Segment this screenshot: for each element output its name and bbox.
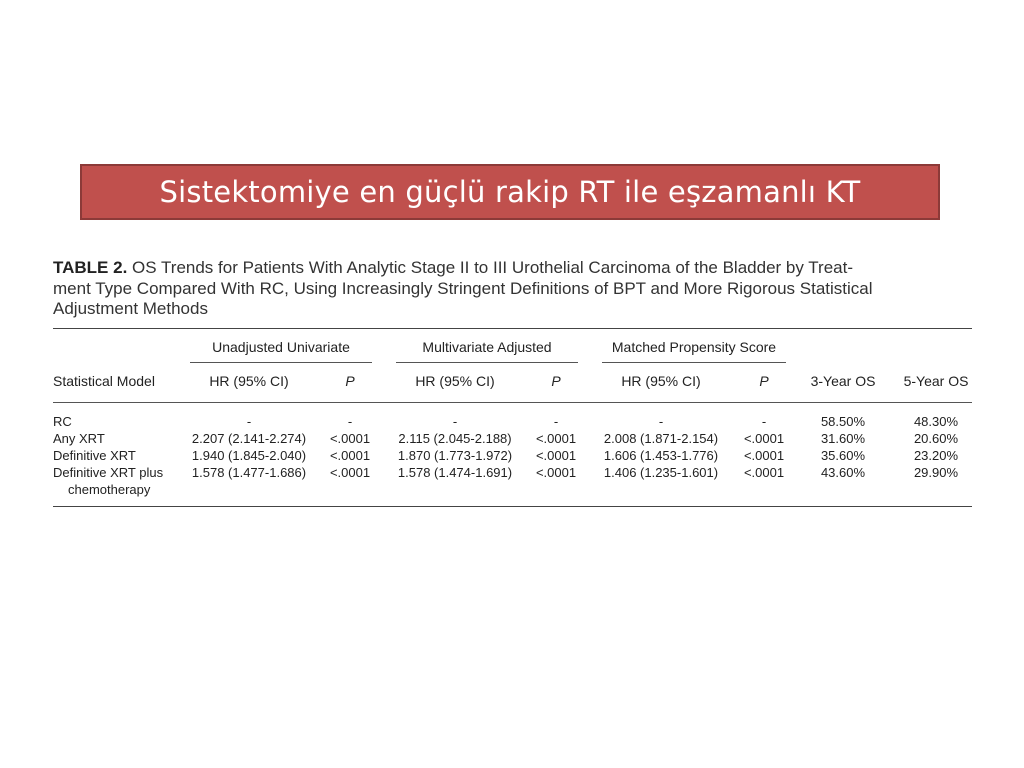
row-model-chemotherapy: chemotherapy xyxy=(68,482,151,497)
table-cell: 31.60% xyxy=(820,431,866,446)
table-cell: <.0001 xyxy=(535,431,577,446)
col-header-statistical-model: Statistical Model xyxy=(53,373,155,389)
table-cell: - xyxy=(553,414,559,429)
table-cell: - xyxy=(658,414,664,429)
row-model-rc: RC xyxy=(53,414,72,429)
row-model-definitive-xrt-plus: Definitive XRT plus xyxy=(53,465,164,480)
table-cell: - xyxy=(347,414,353,429)
table-cell: 35.60% xyxy=(820,448,866,463)
row-model-any-xrt: Any XRT xyxy=(53,431,105,446)
table-cell: 2.008 (1.871-2.154) xyxy=(603,431,719,446)
table-cell: 58.50% xyxy=(820,414,866,429)
table-cell: 48.30% xyxy=(913,414,959,429)
table-bottom-rule xyxy=(53,506,972,507)
table-cell: 1.606 (1.453-1.776) xyxy=(603,448,719,463)
slide-title: Sistektomiye en güçlü rakip RT ile eşzamanlı KT xyxy=(159,175,861,209)
table-cell: 20.60% xyxy=(913,431,959,446)
table-cell: - xyxy=(761,414,767,429)
table-top-rule xyxy=(53,328,972,329)
col-header-hr-univariate: HR (95% CI) xyxy=(209,373,289,389)
header-bottom-rule xyxy=(53,402,972,403)
table-cell: 23.20% xyxy=(913,448,959,463)
col-header-p-multivariate: P xyxy=(551,373,561,389)
slide-title-banner xyxy=(80,164,940,220)
group-underline-univariate xyxy=(190,362,372,363)
table-cell: <.0001 xyxy=(329,431,371,446)
table-cell: 29.90% xyxy=(913,465,959,480)
table-cell: 1.406 (1.235-1.601) xyxy=(603,465,719,480)
col-header-p-univariate: P xyxy=(345,373,355,389)
group-header-propensity: Matched Propensity Score xyxy=(611,339,777,355)
col-header-3-year-os: 3-Year OS xyxy=(810,373,876,389)
table-cell: - xyxy=(246,414,252,429)
group-underline-multivariate xyxy=(396,362,578,363)
table-cell: 1.578 (1.477-1.686) xyxy=(191,465,307,480)
caption-label: TABLE 2. xyxy=(53,258,128,277)
table-cell: 2.115 (2.045-2.188) xyxy=(398,431,512,446)
caption-line-1-text: OS Trends for Patients With Analytic Stage II to III Urothelial Carcinoma of the Bladder by Treat- xyxy=(132,258,853,277)
col-header-hr-multivariate: HR (95% CI) xyxy=(415,373,495,389)
table-cell: 1.578 (1.474-1.691) xyxy=(397,465,513,480)
table-cell: <.0001 xyxy=(743,448,785,463)
caption-line-1 xyxy=(53,258,973,279)
group-underline-propensity xyxy=(602,362,786,363)
table-cell: <.0001 xyxy=(743,431,785,446)
table-cell: <.0001 xyxy=(535,448,577,463)
col-header-p-propensity: P xyxy=(759,373,769,389)
table-cell: - xyxy=(452,414,458,429)
group-header-multivariate: Multivariate Adjusted xyxy=(422,339,552,355)
table-cell: <.0001 xyxy=(535,465,577,480)
table-cell: 43.60% xyxy=(820,465,866,480)
caption-line-2: ment Type Compared With RC, Using Increasingly Stringent Definitions of BPT and More Rigorous Statistical xyxy=(53,278,873,298)
col-header-hr-propensity: HR (95% CI) xyxy=(621,373,701,389)
table-cell: <.0001 xyxy=(743,465,785,480)
row-model-definitive-xrt: Definitive XRT xyxy=(53,448,136,463)
table-cell: 2.207 (2.141-2.274) xyxy=(191,431,307,446)
caption-line-3: Adjustment Methods xyxy=(53,299,208,318)
table-cell: 1.940 (1.845-2.040) xyxy=(191,448,307,463)
col-header-5-year-os: 5-Year OS xyxy=(903,373,969,389)
table-cell: <.0001 xyxy=(329,465,371,480)
table-caption xyxy=(53,258,973,320)
table-cell: 1.870 (1.773-1.972) xyxy=(397,448,513,463)
group-header-univariate: Unadjusted Univariate xyxy=(212,339,350,355)
table-cell: <.0001 xyxy=(329,448,371,463)
